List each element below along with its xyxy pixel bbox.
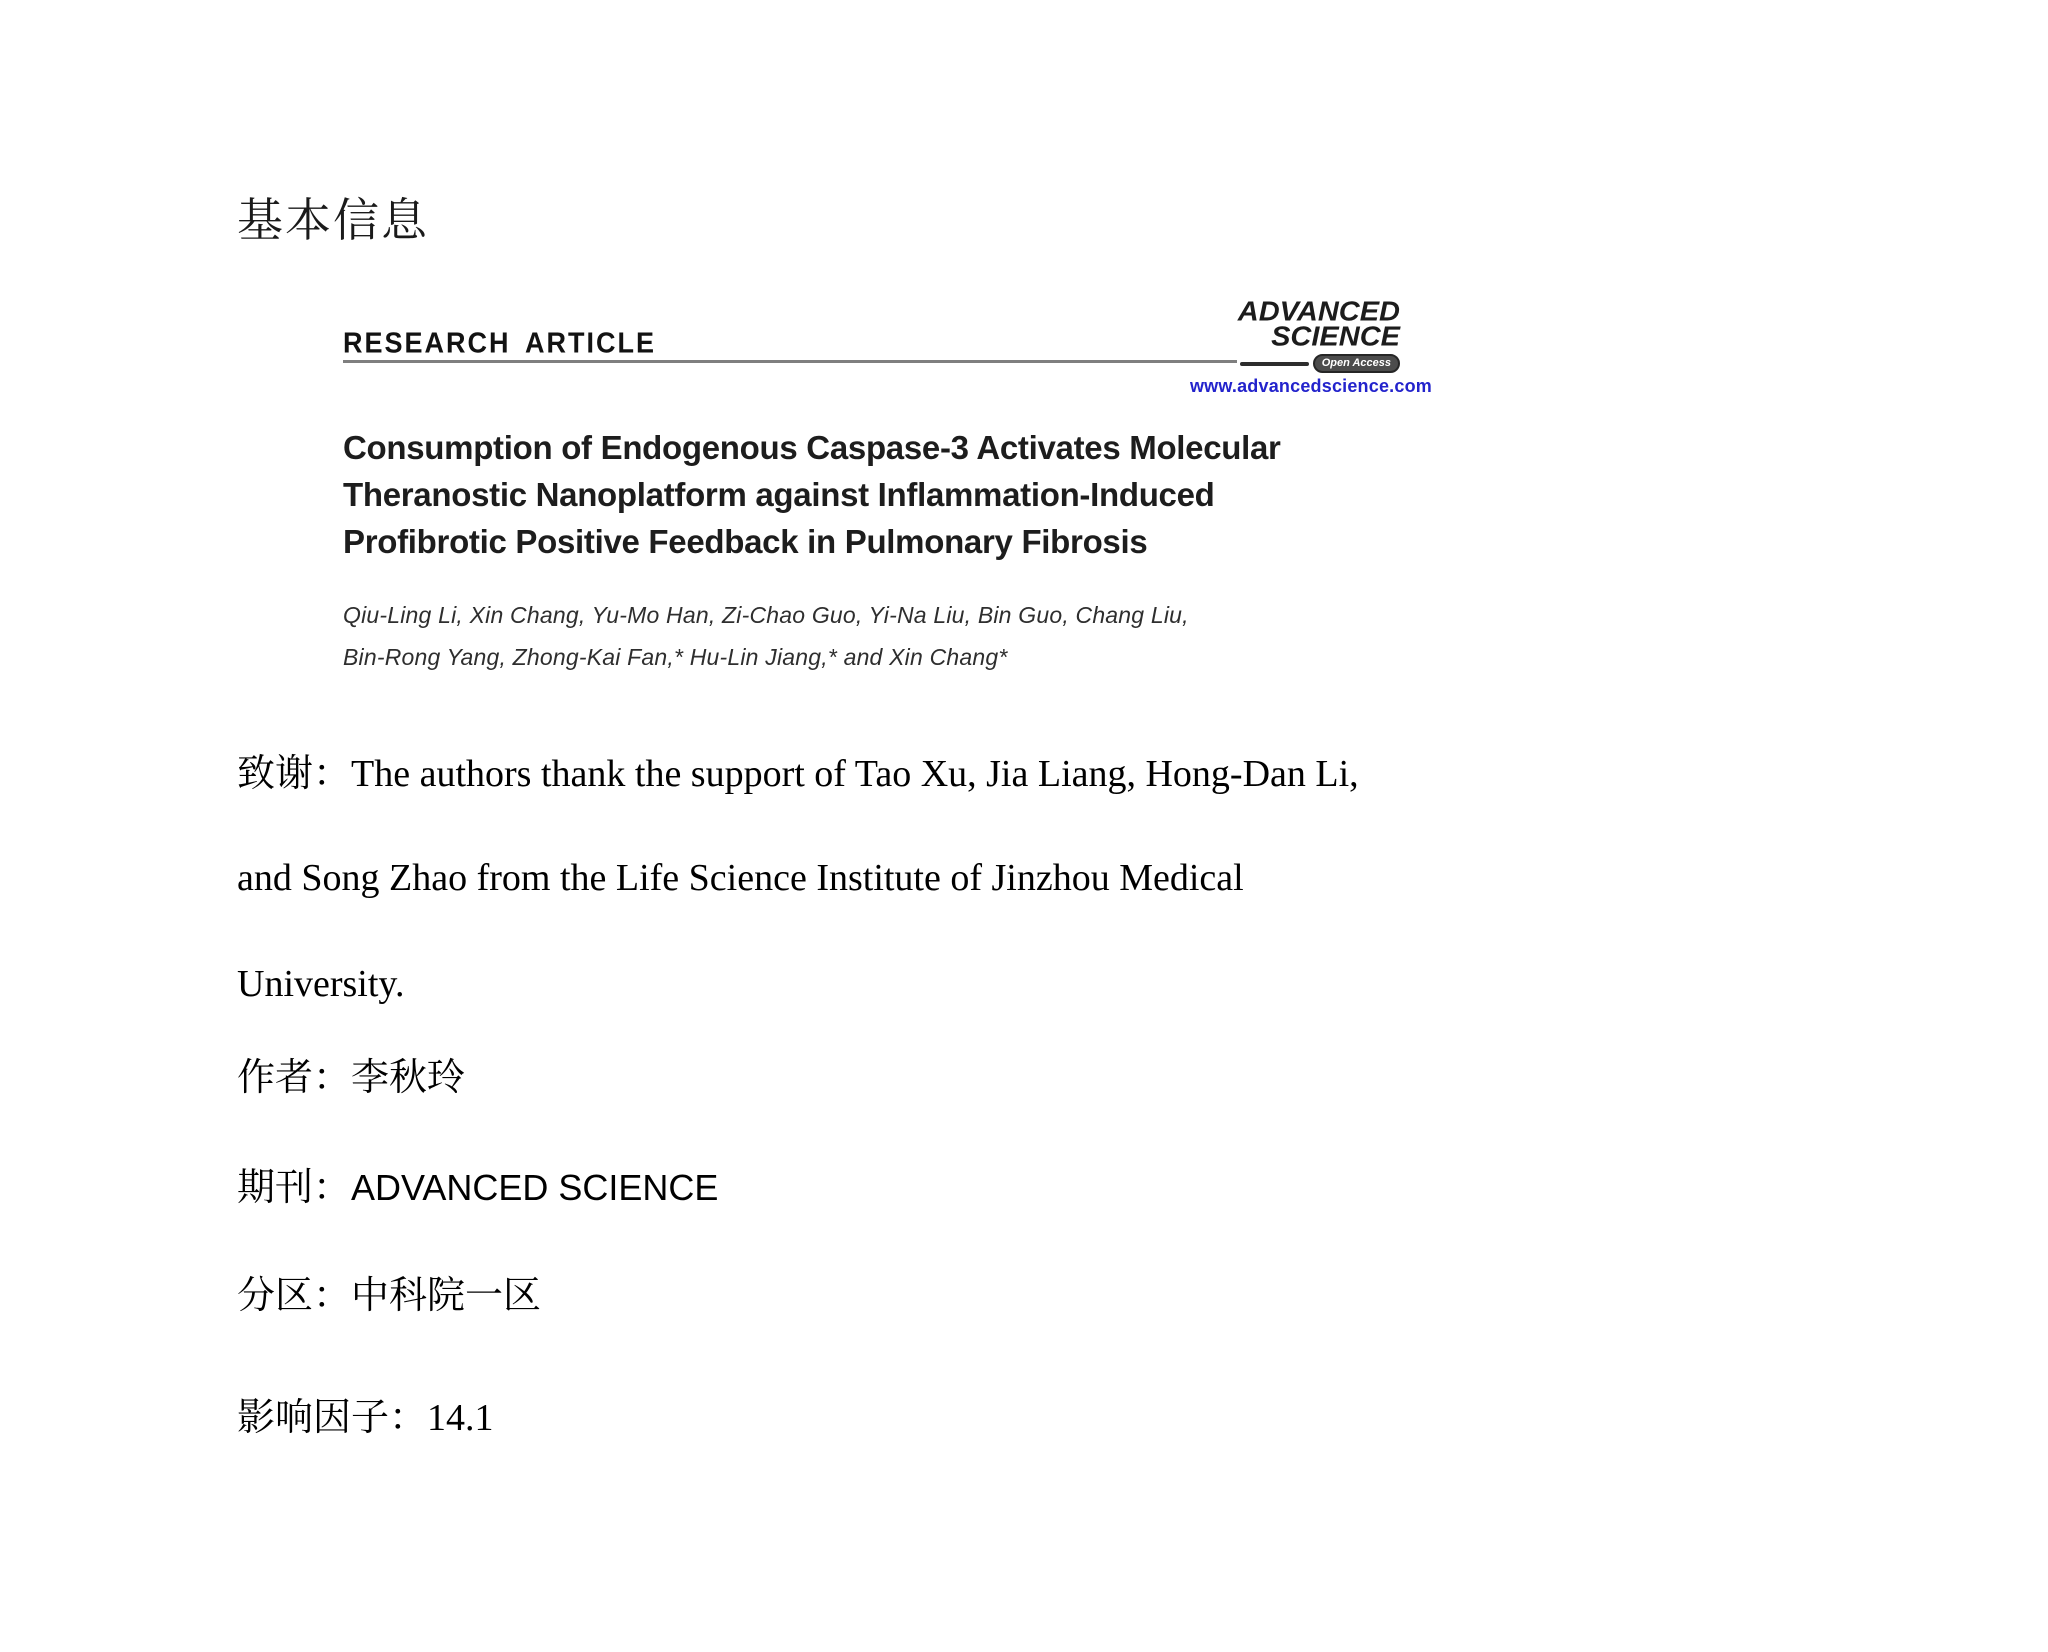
acknowledgement-text: The authors thank the support of Tao Xu, Jia Liang, Hong-Dan Li,: [351, 753, 1359, 795]
field-zone-value: 中科院一区: [351, 1275, 542, 1317]
field-author: [237, 1056, 465, 1102]
journal-url-link[interactable]: www.advancedscience.com: [1189, 376, 1432, 396]
journal-logo-line1: ADVANCED: [1237, 296, 1400, 328]
field-author-label: 作者：: [237, 1057, 352, 1099]
field-author-value: 李秋玲: [351, 1057, 466, 1099]
paper-authors-line: Bin-Rong Yang, Zhong-Kai Fan,* Hu-Lin Jiang,* and Xin Chang*: [343, 644, 1008, 670]
field-zone-label: 分区：: [237, 1275, 352, 1317]
field-journal-value: ADVANCED SCIENCE: [351, 1167, 719, 1208]
field-zone: [237, 1274, 541, 1320]
paper-title-line: Theranostic Nanoplatform against Inflammation-Induced: [343, 476, 1215, 513]
journal-logo: [1100, 296, 1400, 373]
logo-underline-rule: [1240, 362, 1309, 366]
paper-title: [343, 424, 1281, 565]
paper-authors: [343, 594, 1189, 678]
open-access-badge: Open Access: [1313, 354, 1400, 373]
acknowledgement-line-1: [237, 752, 1359, 798]
paper-authors-line: Qiu-Ling Li, Xin Chang, Yu-Mo Han, Zi-Chao Guo, Yi-Na Liu, Bin Guo, Chang Liu,: [343, 602, 1189, 628]
acknowledgement-label: 致谢：: [237, 753, 352, 795]
field-journal: [237, 1166, 718, 1212]
field-journal-label: 期刊：: [237, 1167, 352, 1209]
paper-title-line: Profibrotic Positive Feedback in Pulmonary Fibrosis: [343, 523, 1148, 560]
acknowledgement-line-3: University.: [237, 963, 405, 1005]
research-article-label: RESEARCH ARTICLE: [343, 327, 657, 359]
open-access-row: [1240, 354, 1400, 373]
field-impact-factor: [237, 1396, 494, 1442]
paper-title-line: Consumption of Endogenous Caspase-3 Activates Molecular: [343, 429, 1281, 466]
acknowledgement-line-2: and Song Zhao from the Life Science Institute of Jinzhou Medical: [237, 857, 1244, 899]
page-title: 基本信息: [237, 195, 429, 246]
field-impact-factor-value: 14.1: [427, 1397, 494, 1439]
journal-logo-line2: SCIENCE: [1271, 321, 1400, 353]
field-impact-factor-label: 影响因子：: [237, 1397, 428, 1439]
